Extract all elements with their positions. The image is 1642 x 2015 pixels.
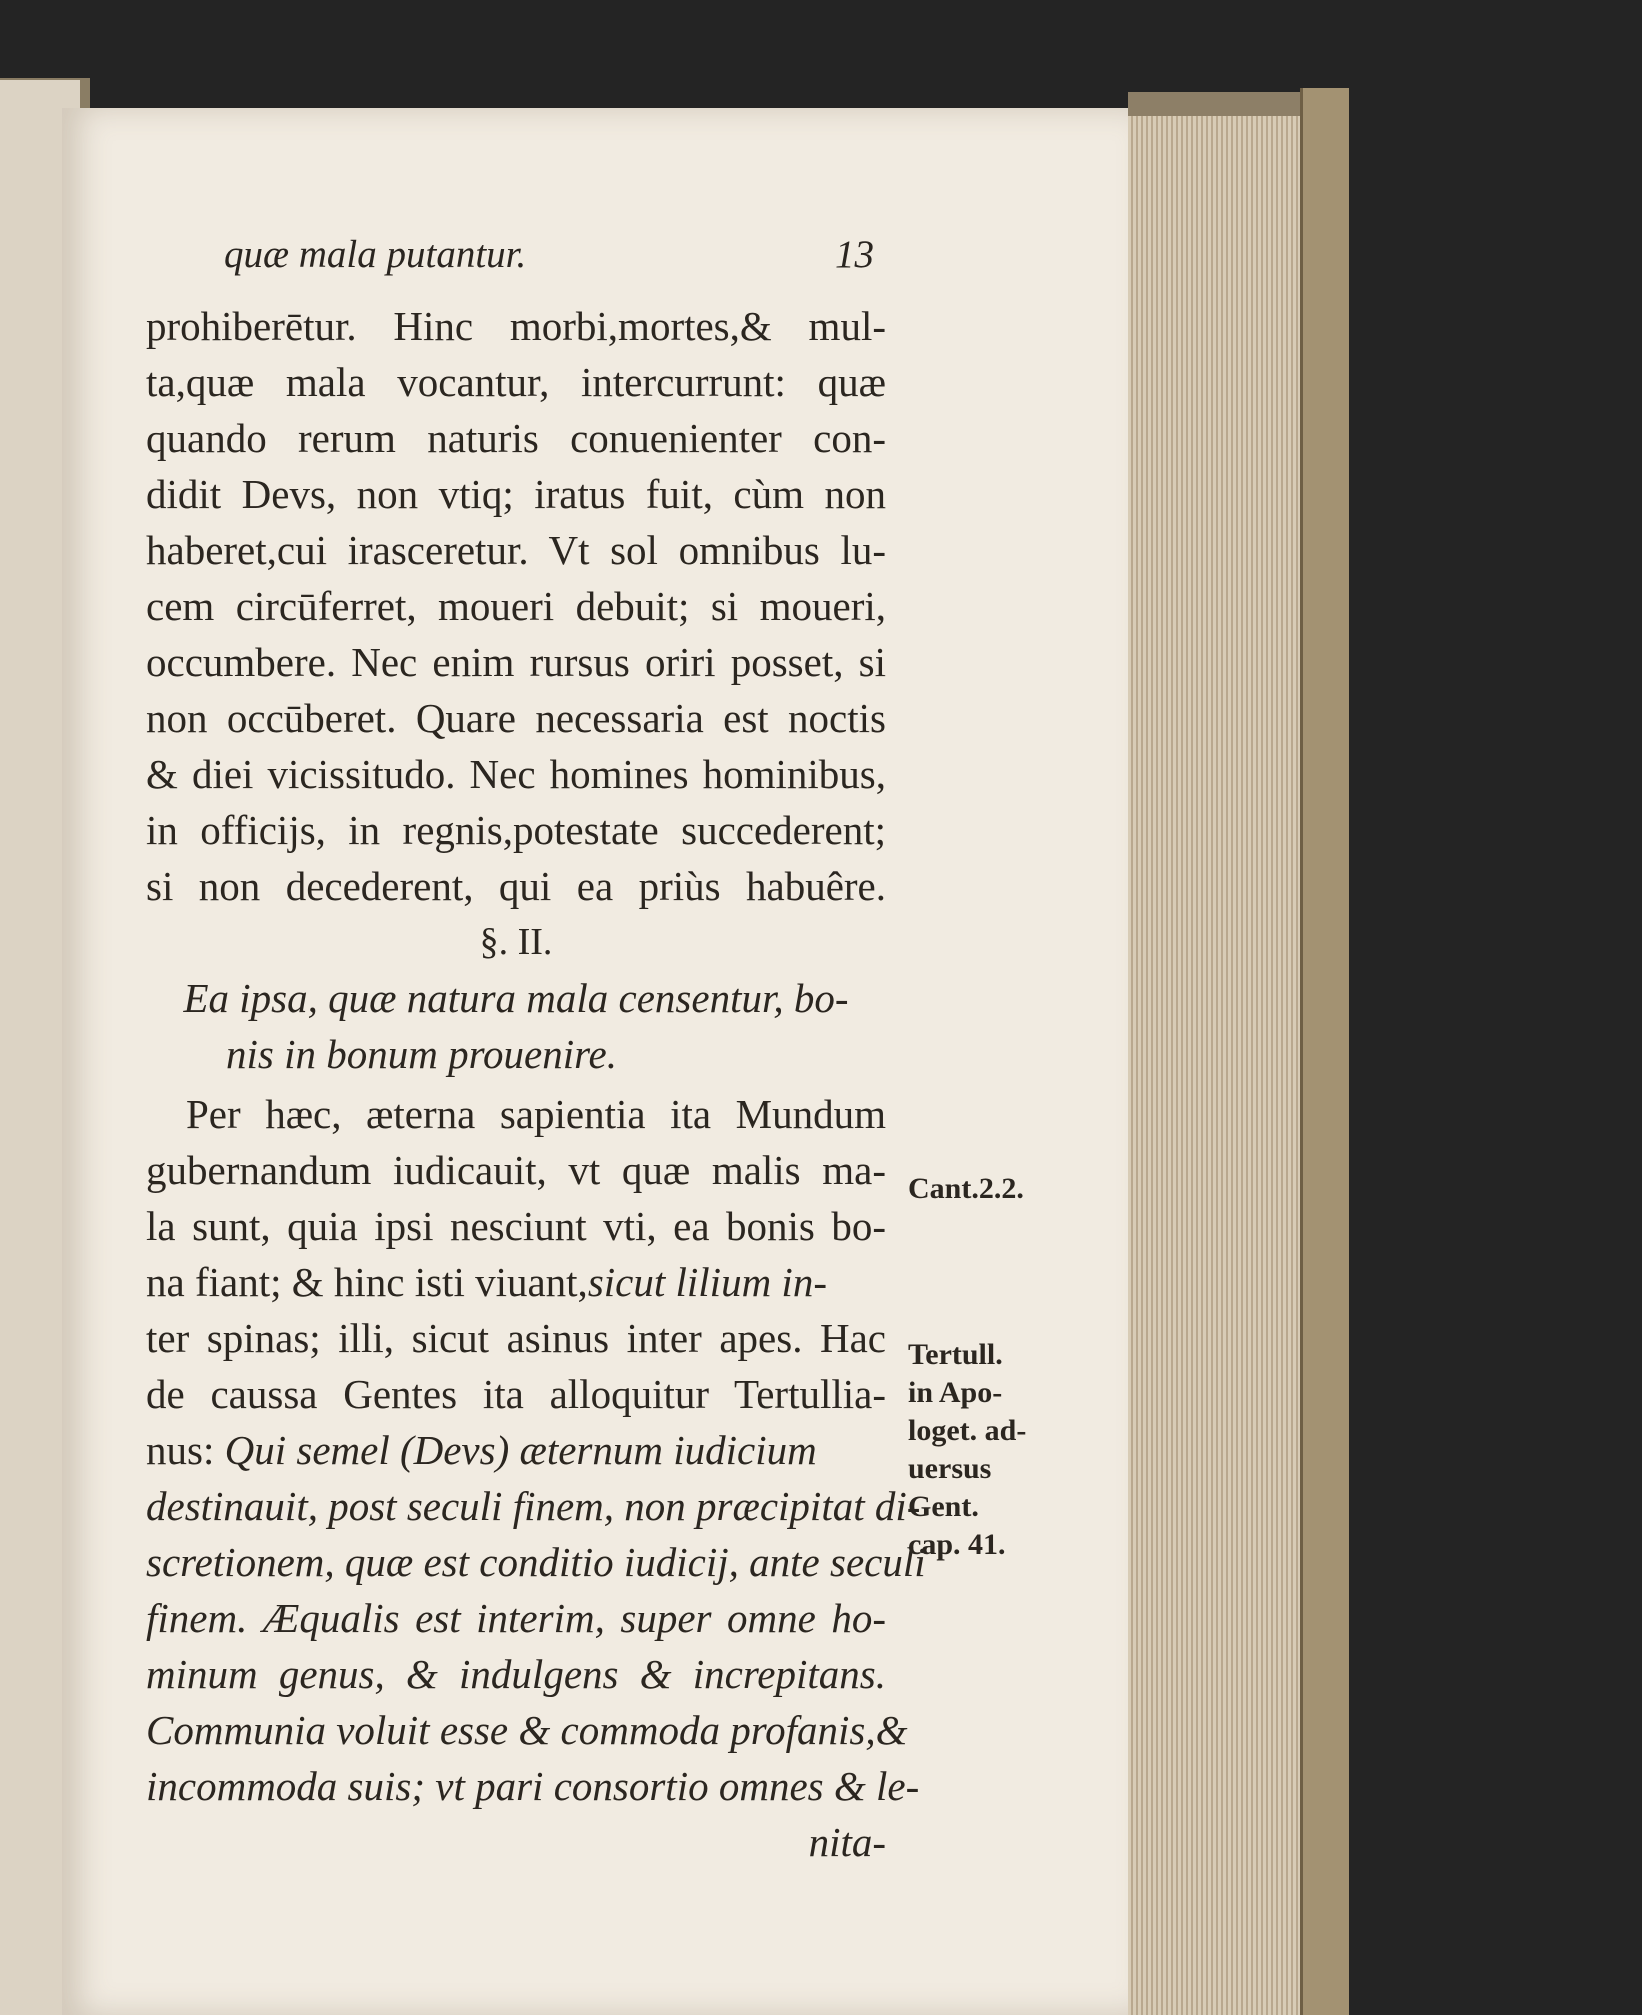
- italic-line: scretionem, quæ est conditio iudicij, ante seculi: [146, 1539, 926, 1585]
- text-line: ter spinas; illi, sicut asinus inter apes. Hac: [146, 1315, 886, 1361]
- margin-note-line: loget. ad-: [908, 1414, 1027, 1447]
- italic-line: incommoda suis; vt pari consortio omnes & le-: [146, 1763, 920, 1809]
- margin-note-line: Gent.: [908, 1490, 979, 1523]
- text-line: haberet,cui irasceretur. Vt sol omnibus lu-: [146, 527, 886, 573]
- italic-line: Communia voluit esse & commoda profanis,&: [146, 1707, 908, 1753]
- italic-fragment: sicut lilium in-: [587, 1259, 827, 1305]
- text-line: si non decederent, qui ea priùs habuêre.: [146, 863, 886, 909]
- text-line: ta,quæ mala vocantur, intercurrunt: quæ: [146, 359, 886, 405]
- text-line: prohiberētur. Hinc morbi,mortes,& mul-: [146, 303, 886, 349]
- text-line: Per hæc, æterna sapientia ita Mundum: [186, 1091, 886, 1137]
- text-line: & diei vicissitudo. Nec homines hominibus,: [146, 751, 886, 797]
- catchword: nita-: [808, 1819, 886, 1865]
- text-fragment: nus:: [146, 1427, 215, 1473]
- italic-line: finem. Æqualis est interim, super omne ho-: [146, 1595, 886, 1641]
- text-line: [146, 1422, 886, 1478]
- section-heading: Ea ipsa, quæ natura mala censentur, bo-: [183, 975, 849, 1021]
- text-line: didit Devs, non vtiq; iratus fuit, cùm non: [146, 471, 886, 517]
- text-line: de caussa Gentes ita alloquitur Tertullia-: [146, 1371, 886, 1417]
- margin-note-line: cap. 41.: [908, 1528, 1006, 1561]
- running-header: [224, 232, 874, 292]
- italic-fragment: Qui semel (Devs) æternum iudicium: [224, 1427, 817, 1473]
- text-line: gubernandum iudicauit, vt quæ malis ma-: [146, 1147, 886, 1193]
- text-line: cem circūferret, moueri debuit; si moueri,: [146, 583, 886, 629]
- margin-note-line: in Apo-: [908, 1376, 1003, 1409]
- text-line: quando rerum naturis conuenienter con-: [146, 415, 886, 461]
- text-line: in officijs, in regnis,potestate succederent;: [146, 807, 886, 853]
- running-title: quæ mala putantur.: [224, 233, 527, 276]
- text-fragment: na fiant; & hinc isti viuant,: [146, 1259, 588, 1305]
- book-cover-edge: [1300, 88, 1349, 2015]
- text-line: [146, 1254, 886, 1310]
- text-line: occumbere. Nec enim rursus oriri posset, si: [146, 639, 886, 685]
- text-line: la sunt, quia ipsi nesciunt vti, ea bonis bo-: [146, 1203, 886, 1249]
- margin-note-tertull: [908, 1336, 1078, 1564]
- text-line: non occūberet. Quare necessaria est noctis: [146, 695, 886, 741]
- page-number: 13: [835, 233, 874, 276]
- margin-note-line: Tertull.: [908, 1338, 1003, 1371]
- section-heading: nis in bonum prouenire.: [226, 1031, 618, 1077]
- margin-note-line: uersus: [908, 1452, 992, 1485]
- margin-note-cant: [908, 1170, 1078, 1208]
- italic-line: destinauit, post seculi finem, non præcipitat di-: [146, 1483, 921, 1529]
- section-mark: §. II.: [479, 921, 553, 963]
- margin-note-line: Cant.2.2.: [908, 1172, 1024, 1205]
- italic-line: minum genus, & indulgens & increpitans.: [146, 1651, 886, 1697]
